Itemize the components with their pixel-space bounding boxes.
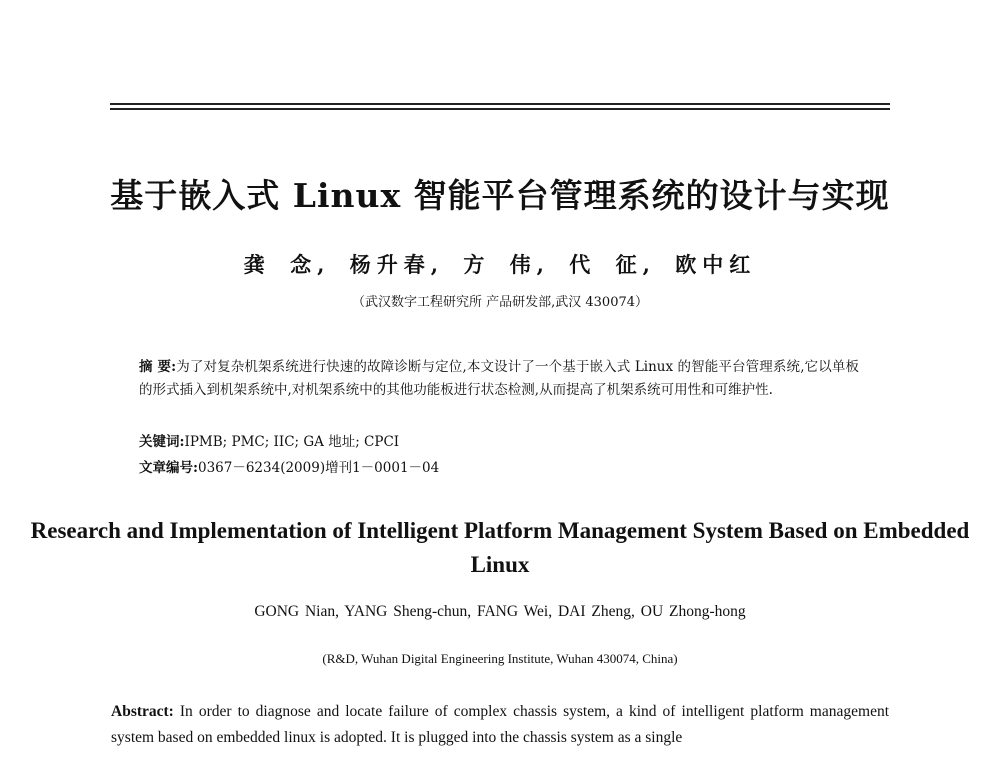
keywords-text: IPMB; PMC; IIC; GA 地址; CPCI [184, 434, 400, 450]
abstract-english [111, 699, 889, 751]
keywords-chinese [139, 430, 859, 450]
abstract-english-text: In order to diagnose and locate failure of complex chassis system, a kind of intelligent platform management system based on embedded linux is adopted. It is plugged into the chassis system as a single [111, 703, 889, 746]
abstract-english-label: Abstract: [111, 703, 174, 720]
article-number [139, 456, 859, 476]
article-number-label: 文章编号: [139, 460, 198, 476]
header-rule-bottom [110, 108, 890, 110]
authors-chinese: 龚 念, 杨升春, 方 伟, 代 征, 欧中红 [243, 252, 757, 277]
affiliation-chinese: （武汉数字工程研究所 产品研发部,武汉 430074） [351, 295, 649, 310]
abstract-chinese [139, 356, 859, 402]
authors-english: GONG Nian, YANG Sheng-chun, FANG Wei, DAI Zheng, OU Zhong-hong [254, 603, 746, 620]
paper-title-english: Research and Implementation of Intelligent Platform Management System Based on Embedded Linux [30, 518, 970, 577]
article-number-text: 0367－6234(2009)增刊1－0001－04 [197, 460, 440, 476]
keywords-label: 关键词: [139, 434, 185, 450]
abstract-chinese-text: 为了对复杂机架系统进行快速的故障诊断与定位,本文设计了一个基于嵌入式 Linux 的智能平台管理系统,它以单板的形式插入到机架系统中,对机架系统中的其他功能板进行状态检测,从而提高了机架系统可用性和可维护性. [139, 359, 859, 398]
affiliation-english: (R&D, Wuhan Digital Engineering Institute, Wuhan 430074, China) [322, 651, 678, 666]
header-rule-top [110, 103, 890, 105]
paper-title-chinese: 基于嵌入式 Linux 智能平台管理系统的设计与实现 [110, 176, 890, 215]
abstract-chinese-label: 摘 要: [139, 359, 177, 375]
